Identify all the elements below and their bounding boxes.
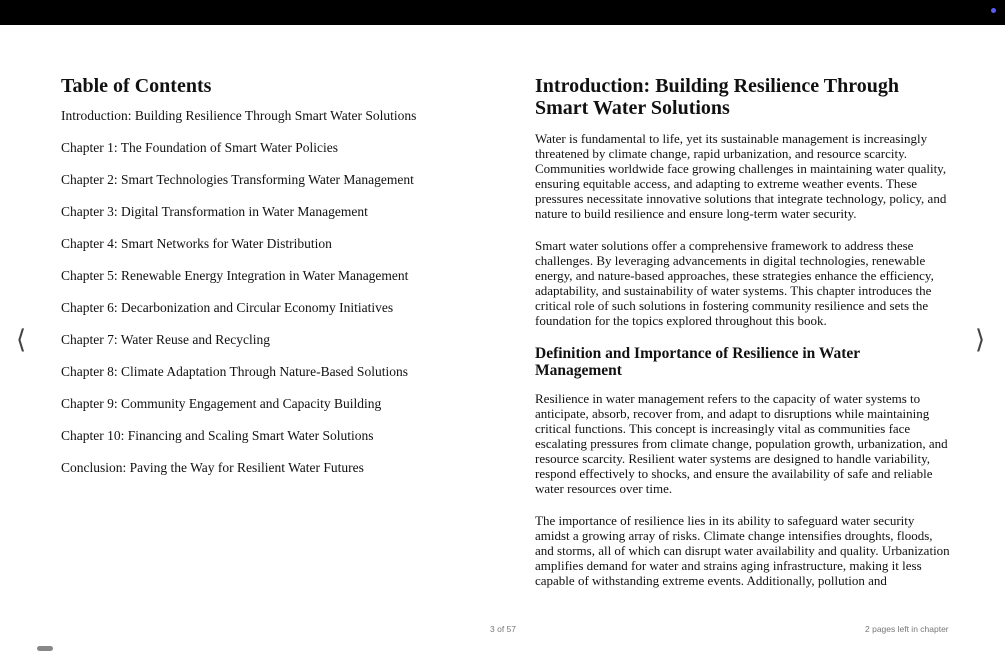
status-dot-icon (991, 8, 996, 13)
toc-item[interactable]: Chapter 7: Water Reuse and Recycling (61, 332, 270, 347)
section-heading: Definition and Importance of Resilience in Water Management (535, 345, 860, 379)
page-indicator: 3 of 57 (490, 624, 516, 634)
toc-item[interactable]: Conclusion: Paving the Way for Resilient Water Futures (61, 460, 364, 475)
previous-page-button[interactable]: ⟨ (16, 325, 27, 355)
toc-list (61, 108, 481, 492)
toc-item[interactable]: Chapter 6: Decarbonization and Circular Economy Initiatives (61, 300, 394, 315)
toc-item[interactable]: Introduction: Building Resilience Through Smart Water Solutions (61, 108, 417, 123)
toc-item[interactable]: Chapter 1: The Foundation of Smart Water Policies (61, 140, 338, 155)
top-bar (0, 0, 1005, 25)
chapter-title: Introduction: Building Resilience Through Smart Water Solutions (535, 75, 899, 119)
paragraph: Resilience in water management refers to the capacity of water systems to anticipate, absorb, recover from, and adapt to disruptions while maintaining critical functions. This concept is increasingly vital as communities face escalating pressures from climate change, population growth, urbanization, and resource scarcity. Resilient water systems are designed to handle variability, respond effectively to shocks, and ensure the availability of safe and reliable water resources over time. (535, 391, 948, 496)
toc-item[interactable]: Chapter 4: Smart Networks for Water Distribution (61, 236, 332, 251)
toc-item[interactable]: Chapter 3: Digital Transformation in Water Management (61, 204, 368, 219)
toc-item[interactable]: Chapter 10: Financing and Scaling Smart Water Solutions (61, 428, 374, 443)
toc-item[interactable]: Chapter 9: Community Engagement and Capacity Building (61, 396, 382, 411)
article (535, 75, 950, 588)
paragraph: Water is fundamental to life, yet its sustainable management is increasingly threatened by climate change, rapid urbanization, and resource scarcity. Communities worldwide face growing challenges in maintaining water quality, ensuring equitable access, and adapting to extreme weather events. These pressures necessitate innovative solutions that integrate technology, policy, and nature to build resilience and ensure long-term water security. (535, 131, 947, 221)
toc-item[interactable]: Chapter 8: Climate Adaptation Through Nature-Based Solutions (61, 364, 408, 379)
scrollbar-handle[interactable] (37, 646, 53, 651)
chapter-remaining: 2 pages left in chapter (865, 624, 949, 634)
next-page-button[interactable]: ⟩ (975, 325, 986, 355)
toc-item[interactable]: Chapter 5: Renewable Energy Integration in Water Management (61, 268, 409, 283)
toc-title: Table of Contents (61, 75, 212, 97)
table-of-contents (61, 74, 481, 492)
toc-item[interactable]: Chapter 2: Smart Technologies Transforming Water Management (61, 172, 414, 187)
paragraph: The importance of resilience lies in its ability to safeguard water security amidst a growing array of risks. Climate change intensifies droughts, floods, and storms, all of which can disrupt water availability and quality. Urbanization amplifies demand for water and strains aging infrastructure, making it less capable of withstanding extreme events. Additionally, pollution and (535, 513, 950, 588)
paragraph: Smart water solutions offer a comprehensive framework to address these challenges. By leveraging advancements in digital technologies, renewable energy, and nature-based approaches, these strategies enhance the efficiency, adaptability, and sustainability of water systems. This chapter introduces the critical role of such solutions in fostering community resilience and sets the foundation for the topics explored throughout this book. (535, 238, 934, 328)
